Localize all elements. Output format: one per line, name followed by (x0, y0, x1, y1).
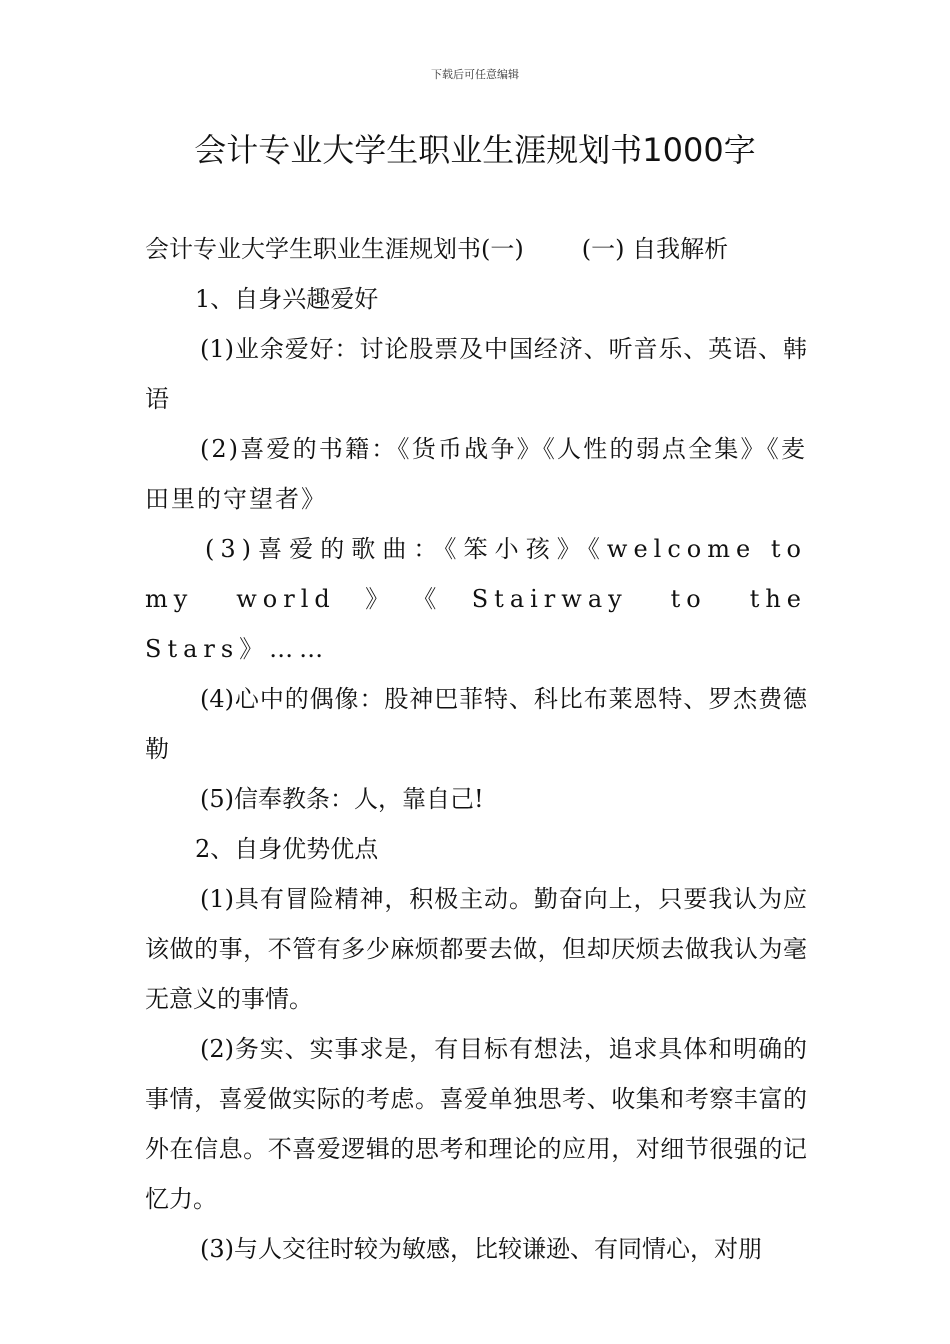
paragraph: 2、自身优势优点 (195, 835, 379, 863)
document-title: 会计专业大学生职业生涯规划书1000字 (194, 131, 756, 169)
document-body (145, 224, 807, 1274)
paragraph: (1)业余爱好：讨论股票及中国经济、听音乐、英语、韩语 (145, 335, 807, 413)
paragraph: (1)具有冒险精神，积极主动。勤奋向上，只要我认为应该做的事，不管有多少麻烦都要去做，但却厌烦去做我认为毫无意义的事情。 (145, 885, 807, 1013)
paragraph: (2)务实、实事求是，有目标有想法，追求具体和明确的事情，喜爱做实际的考虑。喜爱单独思考、收集和考察丰富的外在信息。不喜爱逻辑的思考和理论的应用，对细节很强的记忆力。 (145, 1035, 807, 1213)
intro-heading: 会计专业大学生职业生涯规划书(一) (145, 235, 524, 263)
paragraph: 1、自身兴趣爱好 (195, 285, 379, 313)
paragraph: (3)与人交往时较为敏感，比较谦逊、有同情心，对朋 (200, 1235, 762, 1263)
paragraph: (3)喜爱的歌曲：《笨小孩》《welcome to my world》《Stairway to the Stars》…… (145, 535, 807, 663)
paragraph: (4)心中的偶像：股神巴菲特、科比布莱恩特、罗杰费德勒 (145, 685, 807, 763)
paragraph: (2)喜爱的书籍：《货币战争》《人性的弱点全集》《麦田里的守望者》 (145, 435, 807, 513)
header-note: 下载后可任意编辑 (431, 68, 519, 81)
paragraph: (5)信奉教条：人，靠自己! (200, 785, 484, 813)
paragraph-intro (145, 224, 807, 274)
section-heading: (一) 自我解析 (581, 235, 729, 263)
